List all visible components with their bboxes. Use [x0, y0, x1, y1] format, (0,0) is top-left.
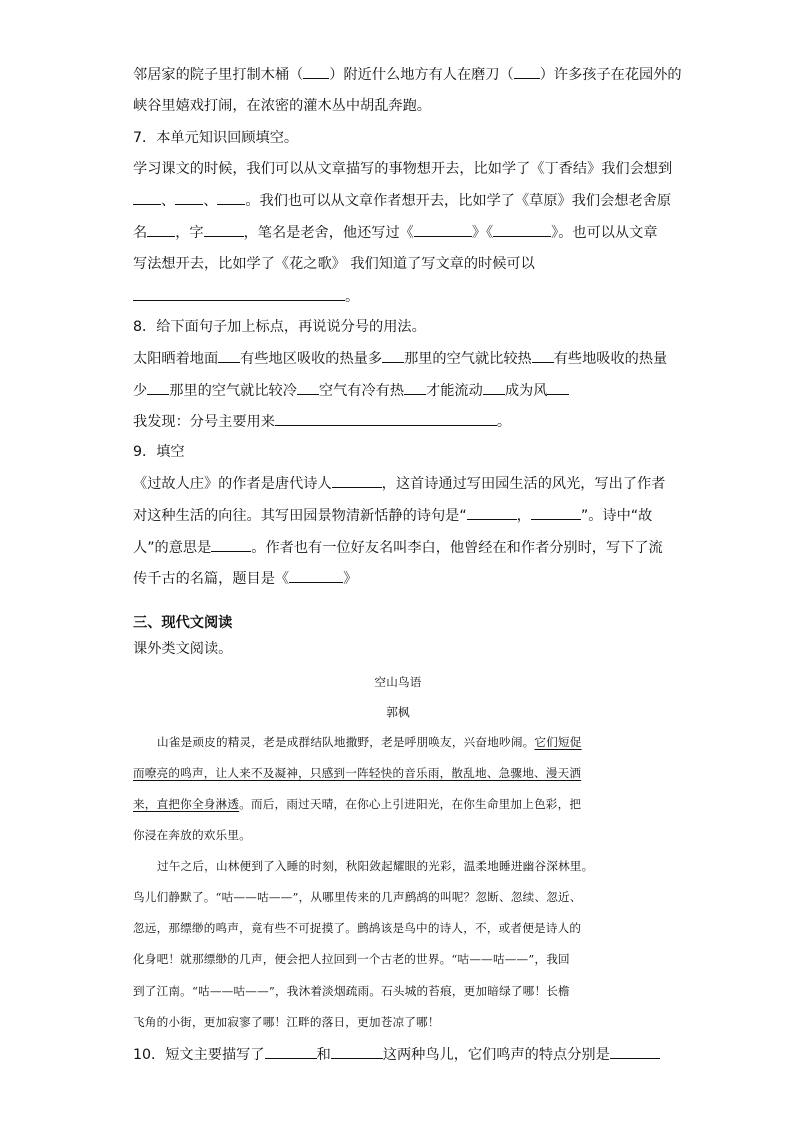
- blank[interactable]: [289, 568, 343, 583]
- q9-title: 9．填空: [133, 444, 185, 460]
- blank[interactable]: [275, 411, 497, 426]
- blank[interactable]: [404, 380, 426, 395]
- q9-line-1: 《过故人庄》的作者是唐代诗人 ，这首诗通过写田园生活的风光，写出了作者: [133, 473, 663, 494]
- q8-sentence-2: 少 那里的空气就比较冷 空气有冷有热 才能流动 成为风: [133, 380, 663, 401]
- blank[interactable]: [297, 380, 319, 395]
- blank[interactable]: [133, 190, 161, 205]
- article-author: 郭枫: [386, 705, 410, 719]
- blank[interactable]: [218, 348, 240, 363]
- blank[interactable]: [414, 222, 472, 237]
- blank[interactable]: [265, 1044, 317, 1059]
- q7-line-4: 写法想开去，比如学了《花之歌》 我们知道了写文章的时候可以: [133, 256, 535, 272]
- blank[interactable]: [133, 286, 345, 301]
- q7-line-3: 名 ，字 ，笔名是老舍，他还写过《 》《 》。也可以从文章: [133, 222, 663, 243]
- q6-line-1: 邻居家的院子里打制木桶（ ）附近什么地方有人在磨刀（ ）许多孩子在花园外的: [133, 64, 663, 85]
- q7-line-5: 。: [133, 286, 663, 307]
- blank[interactable]: [175, 190, 203, 205]
- q8-finding: 我发现：分号主要用来 。: [133, 411, 663, 432]
- blank[interactable]: [382, 348, 404, 363]
- q8-title: 8．给下面句子加上标点，再说说分号的用法。: [133, 319, 426, 335]
- article-p1-line-4: 你浸在奔放的欢乐里。: [133, 828, 251, 842]
- blank[interactable]: [547, 380, 569, 395]
- q9-line-3: 人”的意思是 。作者也有一位好友名叫李白，他曾经在和作者分别时，写下了流: [133, 537, 663, 558]
- q8-sentence-1: 太阳晒着地面 有些地区吸收的热量多 那里的空气就比较热 有些地吸收的热量: [133, 348, 663, 369]
- blank[interactable]: [147, 380, 169, 395]
- article-p2-line-2: 鸟儿们静默了。“咕——咕——”，从哪里传来的几声鹧鸪的叫呢？忽断、忽续、忽近、: [133, 890, 582, 904]
- article-p2-line-4: 化身吧！就那缥缈的几声，便会把人拉回到一个古老的世界。“咕——咕——”，我回: [133, 952, 570, 966]
- blank[interactable]: [147, 222, 175, 237]
- blank[interactable]: [211, 537, 251, 552]
- blank[interactable]: [303, 64, 329, 79]
- q7-title: 7．本单元知识回顾填空。: [133, 130, 299, 146]
- article-p1-line-3: 来，直把你全身淋透。而后，雨过天晴，在你心上引进阳光，在你生命里加上色彩，把: [133, 797, 582, 811]
- blank[interactable]: [610, 1044, 660, 1059]
- q6-line-2: 峡谷里嬉戏打闹，在浓密的灌木丛中胡乱奔跑。: [133, 98, 431, 114]
- article-p2-line-6: 飞角的小街，更加寂寥了哪！江畔的落日，更加苍凉了哪！: [133, 1015, 440, 1029]
- article-p1-line-1: 山雀是顽皮的精灵，老是成群结队地撒野，老是呼朋唤友，兴奋地吵闹。它们短促: [157, 735, 582, 749]
- blank[interactable]: [331, 1044, 383, 1059]
- q9-line-2: 对这种生活的向往。其写田园景物清新恬静的诗句是“ ， ”。诗中“故: [133, 505, 663, 526]
- article-p2-line-3: 忽远，那缥缈的鸣声，竟有些不可捉摸了。鹧鸪该是鸟中的诗人，不，或者便是诗人的: [133, 921, 582, 935]
- article-p2-line-5: 到了江南。“咕——咕——”，我沐着淡烟疏雨。石头城的苔痕，更加暗绿了哪！长檐: [133, 984, 570, 998]
- blank[interactable]: [204, 222, 244, 237]
- article-title: 空山鸟语: [374, 675, 422, 689]
- q7-line-1: 学习课文的时候，我们可以从文章描写的事物想开去，比如学了《丁香结》我们会想到: [133, 161, 673, 177]
- blank[interactable]: [217, 190, 245, 205]
- q10-line: 10．短文主要描写了 和 这两种鸟儿，它们鸣声的特点分别是: [133, 1044, 663, 1065]
- blank[interactable]: [514, 64, 540, 79]
- blank[interactable]: [532, 348, 554, 363]
- section-subheading: 课外类文阅读。: [133, 641, 233, 657]
- blank[interactable]: [531, 505, 581, 520]
- q9-line-4: 传千古的名篇，题目是《 》: [133, 568, 663, 589]
- article-p2-line-1: 过午之后，山林便到了入睡的时刻，秋阳敛起耀眼的光彩，温柔地睡进幽谷深林里。: [157, 859, 594, 873]
- blank[interactable]: [332, 473, 382, 488]
- section-heading: 三、现代文阅读: [133, 615, 233, 631]
- article-p1-line-2: 而嘹亮的鸣声，让人来不及凝神，只感到一阵轻快的音乐雨，散乱地、急骤地、漫天洒: [133, 766, 582, 780]
- blank[interactable]: [467, 505, 517, 520]
- blank[interactable]: [493, 222, 551, 237]
- blank[interactable]: [483, 380, 505, 395]
- q7-line-2: 、 、 。我们也可以从文章作者想开去，比如学了《草原》我们会想老舍原: [133, 190, 663, 211]
